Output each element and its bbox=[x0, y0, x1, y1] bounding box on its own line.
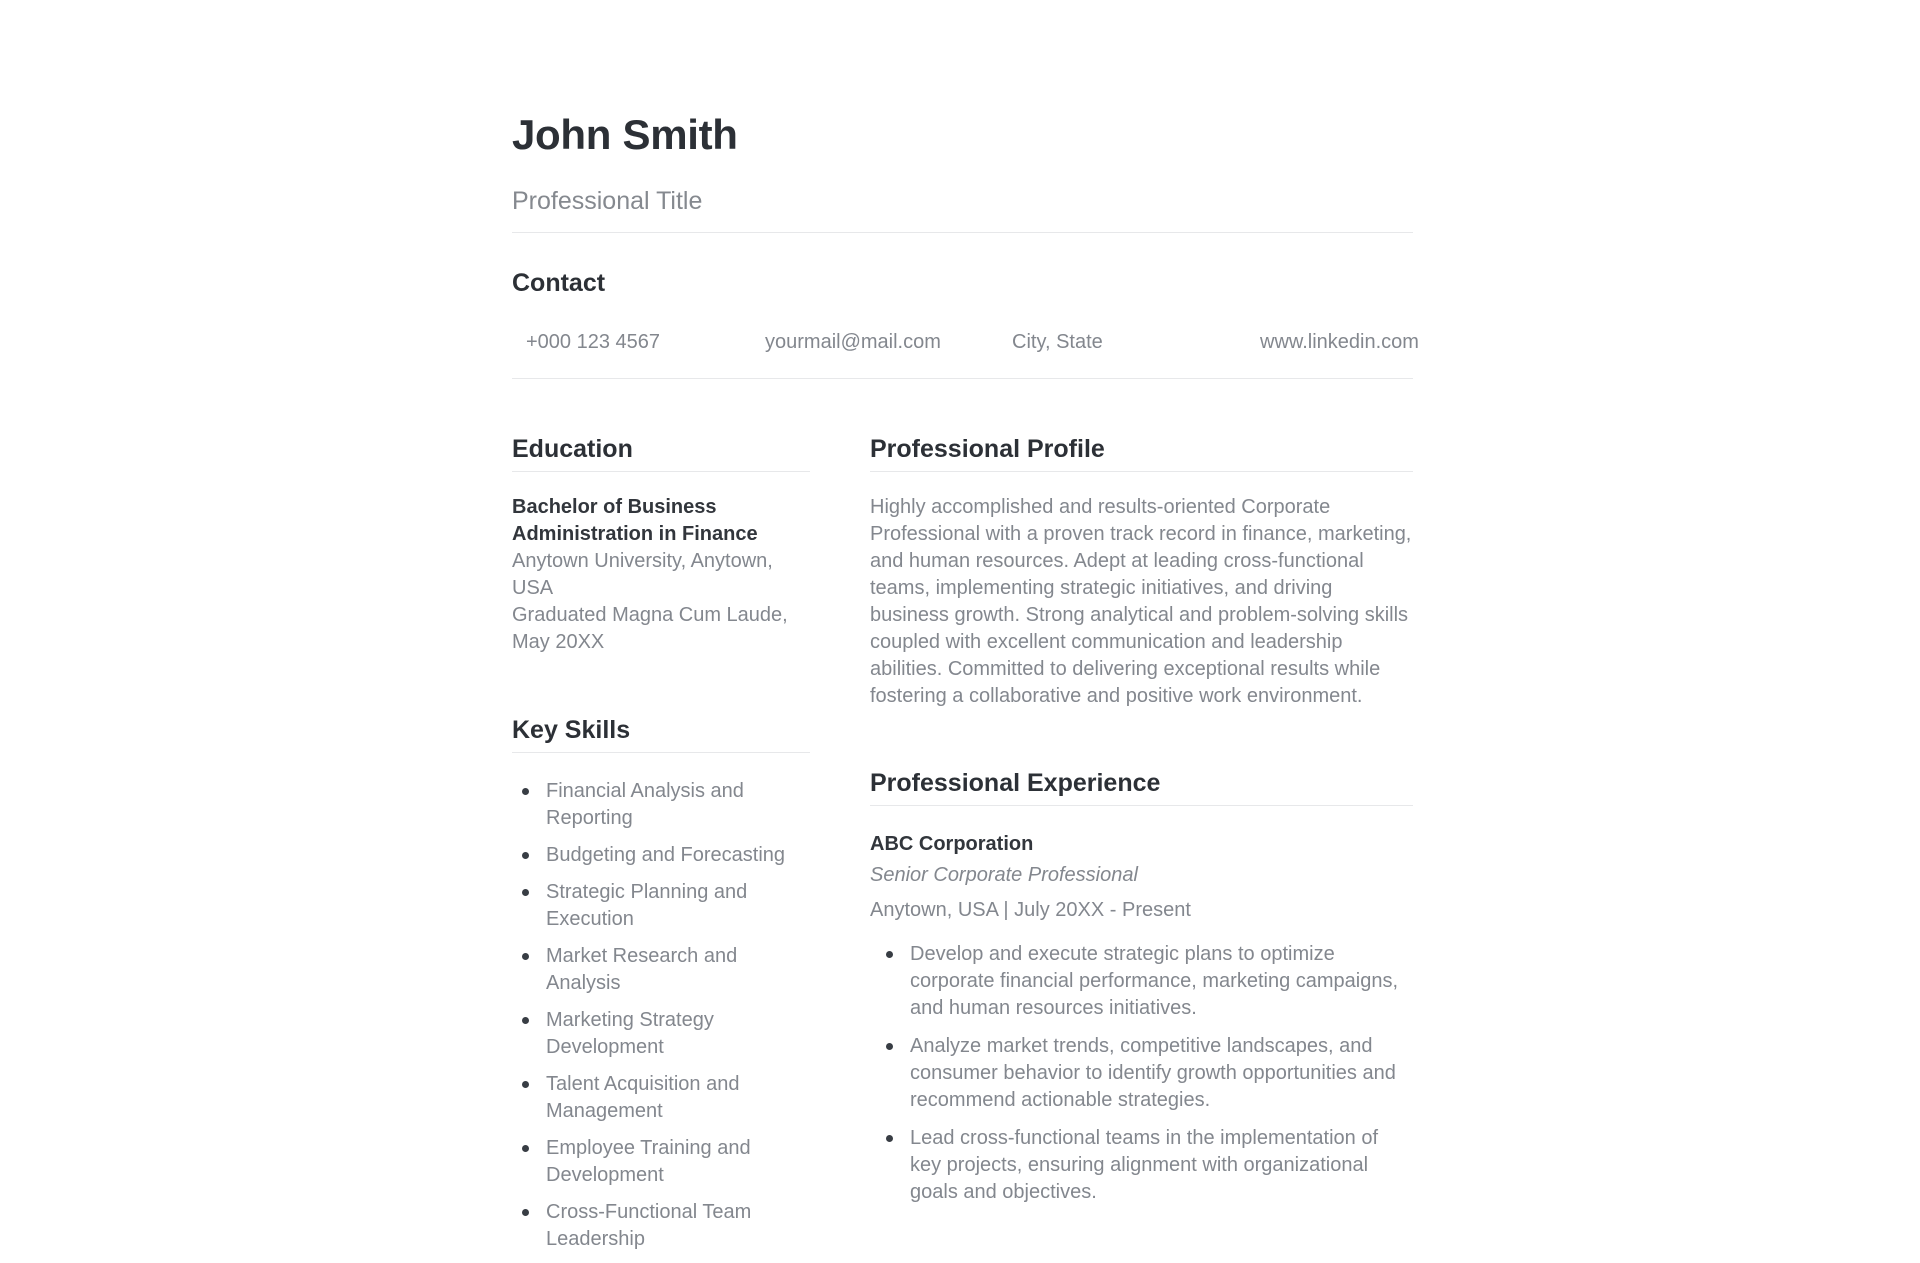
divider bbox=[512, 378, 1413, 379]
resume-document bbox=[512, 0, 1419, 1263]
experience-heading: Professional Experience bbox=[870, 769, 1161, 797]
divider bbox=[870, 805, 1413, 806]
education-degree: Bachelor of Business Administration in Finance bbox=[512, 496, 758, 545]
education-heading: Education bbox=[512, 435, 633, 463]
skill-item: Employee Training and Development bbox=[512, 1135, 810, 1189]
education-school: Anytown University, Anytown, USA bbox=[512, 550, 773, 599]
profile-text: Highly accomplished and results-oriented Corporate Professional with a proven track record in finance, marketing, and human resources. Adept at leading cross-functional teams, implementing strategic initiatives, and driving business growth. Strong analytical and problem-solving skills coupled with excellent communication and leadership abilities. Committed to delivering exceptional results while fostering a collaborative and positive work environment. bbox=[870, 496, 1412, 707]
skill-item: Strategic Planning and Execution bbox=[512, 879, 810, 933]
contact-location: City, State bbox=[1012, 331, 1103, 353]
divider bbox=[512, 752, 810, 753]
key-skills-list bbox=[512, 778, 810, 1253]
skill-item: Financial Analysis and Reporting bbox=[512, 778, 810, 832]
skill-item: Cross-Functional Team Leadership bbox=[512, 1199, 810, 1253]
contact-row bbox=[512, 329, 1419, 356]
resume-body-columns bbox=[512, 433, 1413, 1263]
divider bbox=[512, 471, 810, 472]
skill-item: Talent Acquisition and Management bbox=[512, 1071, 810, 1125]
left-column bbox=[512, 433, 810, 1263]
skill-item: Budgeting and Forecasting bbox=[512, 842, 810, 869]
contact-phone: +000 123 4567 bbox=[526, 331, 661, 353]
experience-company: ABC Corporation bbox=[870, 833, 1034, 855]
key-skills-heading: Key Skills bbox=[512, 716, 631, 744]
right-column bbox=[870, 433, 1413, 1263]
education-note: Graduated Magna Cum Laude, May 20XX bbox=[512, 604, 788, 653]
experience-role: Senior Corporate Professional bbox=[870, 864, 1138, 886]
divider bbox=[870, 471, 1413, 472]
experience-bullet: Develop and execute strategic plans to optimize corporate financial performance, marketing campaigns, and human resources initiatives. bbox=[870, 941, 1413, 1022]
contact-email: yourmail@mail.com bbox=[765, 331, 941, 353]
experience-meta: Anytown, USA | July 20XX - Present bbox=[870, 899, 1191, 921]
contact-website: www.linkedin.com bbox=[1260, 331, 1419, 353]
divider bbox=[512, 232, 1413, 233]
experience-bullet: Lead cross-functional teams in the implementation of key projects, ensuring alignment with organizational goals and objectives. bbox=[870, 1125, 1413, 1206]
person-title: Professional Title bbox=[512, 187, 703, 215]
skill-item: Market Research and Analysis bbox=[512, 943, 810, 997]
skill-item: Marketing Strategy Development bbox=[512, 1007, 810, 1061]
contact-heading: Contact bbox=[512, 269, 606, 297]
experience-bullet: Analyze market trends, competitive landscapes, and consumer behavior to identify growth opportunities and recommend actionable strategies. bbox=[870, 1033, 1413, 1114]
profile-heading: Professional Profile bbox=[870, 435, 1105, 463]
person-name: John Smith bbox=[512, 111, 738, 158]
experience-bullets bbox=[870, 941, 1413, 1206]
